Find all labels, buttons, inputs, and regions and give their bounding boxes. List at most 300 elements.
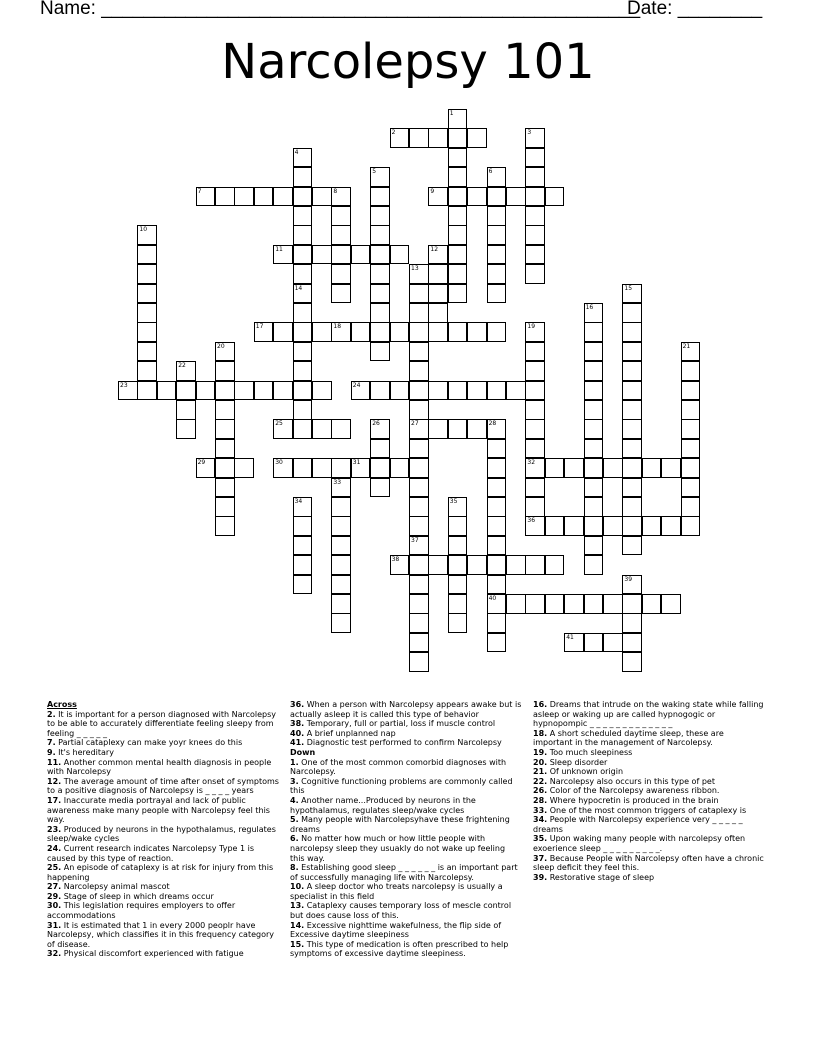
clue-text: People with Narcolepsy experience very _ _ _ _ _ dreams [533, 815, 743, 834]
grid-cell[interactable] [293, 361, 313, 381]
grid-cell[interactable] [448, 536, 468, 556]
grid-cell[interactable] [390, 458, 410, 478]
grid-cell[interactable] [409, 400, 429, 420]
grid-cell[interactable] [448, 516, 468, 536]
grid-cell[interactable] [331, 419, 351, 439]
grid-cell[interactable] [409, 555, 429, 575]
grid-cell[interactable] [448, 284, 468, 304]
grid-number: 20 [217, 342, 225, 350]
grid-cell[interactable] [390, 245, 410, 265]
grid-cell[interactable] [622, 303, 642, 323]
grid-cell[interactable] [428, 419, 448, 439]
grid-cell[interactable] [487, 633, 507, 653]
grid-cell[interactable] [681, 419, 701, 439]
grid-cell[interactable] [370, 187, 390, 207]
clue-item [290, 863, 522, 882]
grid-number: 13 [411, 265, 419, 273]
grid-cell[interactable] [293, 167, 313, 187]
grid-cell[interactable] [487, 264, 507, 284]
grid-cell[interactable] [584, 458, 604, 478]
grid-cell[interactable] [564, 516, 584, 536]
grid-cell[interactable] [661, 516, 681, 536]
grid-cell[interactable] [448, 381, 468, 401]
grid-cell[interactable] [293, 322, 313, 342]
grid-cell[interactable] [293, 536, 313, 556]
grid-cell[interactable] [487, 206, 507, 226]
clue-text: Excessive nighttime wakefulness, the flip side of Excessive daytime sleepiness [290, 920, 502, 940]
grid-cell[interactable] [681, 458, 701, 478]
grid-cell[interactable] [331, 536, 351, 556]
clue-number: 8. [290, 863, 299, 873]
grid-cell[interactable] [622, 652, 642, 672]
grid-cell[interactable] [487, 458, 507, 478]
grid-cell[interactable] [487, 478, 507, 498]
grid-cell[interactable] [428, 381, 448, 401]
clue-text: Physical discomfort experienced with fatigue [61, 949, 244, 959]
grid-number: 5 [372, 168, 377, 176]
grid-cell[interactable] [622, 633, 642, 653]
grid-number: 6 [488, 168, 493, 176]
clue-column-1 [47, 700, 279, 959]
grid-cell[interactable] [390, 381, 410, 401]
grid-cell[interactable] [681, 400, 701, 420]
grid-number: 41 [566, 633, 574, 641]
grid-cell[interactable] [331, 594, 351, 614]
grid-cell[interactable] [331, 497, 351, 517]
grid-cell[interactable] [137, 245, 157, 265]
grid-cell[interactable] [448, 419, 468, 439]
grid-cell[interactable] [622, 381, 642, 401]
clue-number: 11. [47, 757, 62, 767]
grid-cell[interactable] [622, 342, 642, 362]
clue-item [533, 796, 765, 806]
grid-cell[interactable] [293, 381, 313, 401]
grid-cell[interactable] [312, 458, 332, 478]
clue-item [290, 882, 522, 901]
grid-cell[interactable] [487, 555, 507, 575]
clue-text: Stage of sleep in which dreams occur [61, 891, 214, 901]
grid-cell[interactable] [428, 128, 448, 148]
grid-cell[interactable] [293, 400, 313, 420]
grid-cell[interactable] [409, 516, 429, 536]
grid-cell[interactable] [331, 516, 351, 536]
grid-cell[interactable] [293, 458, 313, 478]
clue-text: Partial cataplexy can make yoyr knees do this [55, 738, 243, 748]
clue-item [290, 700, 522, 719]
grid-cell[interactable] [448, 245, 468, 265]
grid-cell[interactable] [487, 497, 507, 517]
grid-cell[interactable] [137, 342, 157, 362]
grid-cell[interactable] [525, 206, 545, 226]
clue-text: A short scheduled daytime sleep, these are important in the management of Narcolepsy. [533, 728, 724, 748]
grid-cell[interactable] [584, 342, 604, 362]
clue-item [290, 758, 522, 777]
grid-cell[interactable] [273, 381, 293, 401]
grid-cell[interactable] [622, 419, 642, 439]
grid-cell[interactable] [525, 148, 545, 168]
clue-text: Another name...Produced by neurons in the hypothalamus, regulates sleep/wake cycles [290, 795, 476, 815]
grid-cell[interactable] [584, 633, 604, 653]
grid-cell[interactable] [137, 264, 157, 284]
grid-cell[interactable] [428, 322, 448, 342]
grid-cell[interactable] [584, 322, 604, 342]
grid-cell[interactable] [370, 439, 390, 459]
clue-text: Produced by neurons in the hypothalamus, regulates sleep/wake cycles [47, 824, 276, 844]
grid-cell[interactable] [293, 555, 313, 575]
grid-cell[interactable] [584, 478, 604, 498]
clue-text: Of unknown origin [547, 767, 624, 777]
grid-cell[interactable] [622, 536, 642, 556]
grid-cell[interactable] [642, 516, 662, 536]
grid-cell[interactable] [584, 497, 604, 517]
clue-item [533, 767, 765, 777]
grid-cell[interactable] [681, 497, 701, 517]
grid-cell[interactable] [312, 381, 332, 401]
grid-cell[interactable] [370, 206, 390, 226]
grid-cell[interactable] [681, 361, 701, 381]
grid-cell[interactable] [467, 419, 487, 439]
grid-cell[interactable] [370, 342, 390, 362]
grid-cell[interactable] [584, 439, 604, 459]
grid-cell[interactable] [215, 439, 235, 459]
grid-cell[interactable] [331, 206, 351, 226]
grid-cell[interactable] [506, 555, 526, 575]
grid-cell[interactable] [448, 264, 468, 284]
grid-cell[interactable] [681, 478, 701, 498]
grid-cell[interactable] [409, 497, 429, 517]
grid-number: 30 [275, 459, 283, 467]
grid-cell[interactable] [545, 594, 565, 614]
grid-cell[interactable] [448, 555, 468, 575]
grid-cell[interactable] [584, 400, 604, 420]
grid-cell[interactable] [312, 187, 332, 207]
grid-cell[interactable] [525, 555, 545, 575]
clue-item [290, 921, 522, 940]
grid-cell[interactable] [487, 381, 507, 401]
grid-cell[interactable] [642, 594, 662, 614]
grid-cell[interactable] [487, 322, 507, 342]
grid-cell[interactable] [448, 322, 468, 342]
grid-cell[interactable] [661, 458, 681, 478]
grid-cell[interactable] [215, 497, 235, 517]
grid-number: 18 [333, 323, 342, 331]
grid-cell[interactable] [487, 284, 507, 304]
grid-number: 33 [333, 478, 342, 486]
grid-cell[interactable] [622, 458, 642, 478]
across-heading: Across [47, 700, 77, 709]
grid-cell[interactable] [370, 245, 390, 265]
grid-cell[interactable] [137, 322, 157, 342]
grid-cell[interactable] [254, 381, 274, 401]
grid-number: 2 [391, 129, 396, 137]
grid-cell[interactable] [448, 206, 468, 226]
grid-cell[interactable] [312, 322, 332, 342]
grid-cell[interactable] [506, 187, 526, 207]
grid-cell[interactable] [409, 303, 429, 323]
grid-cell[interactable] [370, 284, 390, 304]
grid-cell[interactable] [622, 613, 642, 633]
grid-cell[interactable] [409, 381, 429, 401]
grid-cell[interactable] [331, 245, 351, 265]
grid-cell[interactable] [293, 575, 313, 595]
clue-number: 37. [533, 853, 548, 863]
grid-cell[interactable] [448, 187, 468, 207]
grid-cell[interactable] [234, 381, 254, 401]
grid-cell[interactable] [467, 381, 487, 401]
grid-cell[interactable] [525, 167, 545, 187]
grid-cell[interactable] [448, 148, 468, 168]
grid-cell[interactable] [603, 458, 623, 478]
grid-cell[interactable] [622, 478, 642, 498]
grid-cell[interactable] [525, 361, 545, 381]
grid-cell[interactable] [215, 478, 235, 498]
grid-cell[interactable] [584, 536, 604, 556]
grid-cell[interactable] [564, 458, 584, 478]
grid-cell[interactable] [351, 322, 371, 342]
grid-cell[interactable] [312, 419, 332, 439]
grid-cell[interactable] [487, 536, 507, 556]
grid-cell[interactable] [215, 400, 235, 420]
grid-cell[interactable] [137, 303, 157, 323]
grid-cell[interactable] [409, 458, 429, 478]
grid-cell[interactable] [196, 381, 216, 401]
grid-cell[interactable] [293, 225, 313, 245]
grid-cell[interactable] [331, 555, 351, 575]
clue-number: 39. [533, 872, 548, 882]
clue-item [290, 796, 522, 815]
grid-cell[interactable] [331, 613, 351, 633]
clue-text: Establishing good sleep _ _ _ _ _ _ is an important part of successfully managing life with Narcolepsy. [290, 863, 518, 882]
grid-cell[interactable] [584, 381, 604, 401]
grid-cell[interactable] [273, 322, 293, 342]
clue-number: 3. [290, 776, 299, 786]
grid-cell[interactable] [487, 225, 507, 245]
grid-cell[interactable] [409, 478, 429, 498]
clue-number: 18. [533, 728, 548, 738]
grid-cell[interactable] [409, 575, 429, 595]
grid-cell[interactable] [487, 516, 507, 536]
grid-cell[interactable] [487, 613, 507, 633]
grid-number: 32 [527, 459, 536, 467]
grid-cell[interactable] [622, 594, 642, 614]
grid-number: 29 [197, 459, 206, 467]
grid-cell[interactable] [370, 303, 390, 323]
grid-cell[interactable] [215, 381, 235, 401]
grid-cell[interactable] [603, 633, 623, 653]
grid-cell[interactable] [448, 225, 468, 245]
grid-cell[interactable] [545, 516, 565, 536]
grid-cell[interactable] [409, 322, 429, 342]
grid-cell[interactable] [176, 400, 196, 420]
clue-number: 10. [290, 882, 305, 892]
clue-text: A brief unplanned nap [304, 728, 396, 738]
grid-cell[interactable] [448, 167, 468, 187]
grid-cell[interactable] [525, 342, 545, 362]
grid-cell[interactable] [370, 264, 390, 284]
grid-cell[interactable] [525, 381, 545, 401]
grid-cell[interactable] [351, 245, 371, 265]
grid-cell[interactable] [215, 516, 235, 536]
grid-cell[interactable] [293, 419, 313, 439]
clue-number: 13. [290, 901, 305, 911]
grid-cell[interactable] [487, 245, 507, 265]
clue-text: Narcolepsy also occurs in this type of pet [547, 776, 715, 786]
grid-cell[interactable] [390, 322, 410, 342]
grid-cell[interactable] [409, 594, 429, 614]
grid-cell[interactable] [525, 400, 545, 420]
grid-cell[interactable] [293, 187, 313, 207]
grid-cell[interactable] [525, 225, 545, 245]
clue-number: 33. [533, 805, 548, 815]
grid-cell[interactable] [681, 439, 701, 459]
grid-cell[interactable] [254, 187, 274, 207]
grid-cell[interactable] [428, 555, 448, 575]
clue-number: 28. [533, 795, 548, 805]
grid-cell[interactable] [622, 497, 642, 517]
clue-number: 26. [533, 786, 548, 796]
grid-cell[interactable] [467, 128, 487, 148]
grid-cell[interactable] [622, 361, 642, 381]
grid-cell[interactable] [428, 284, 448, 304]
grid-cell[interactable] [370, 225, 390, 245]
grid-cell[interactable] [137, 284, 157, 304]
grid-cell[interactable] [448, 575, 468, 595]
grid-cell[interactable] [584, 555, 604, 575]
grid-cell[interactable] [525, 594, 545, 614]
grid-cell[interactable] [273, 187, 293, 207]
grid-cell[interactable] [370, 478, 390, 498]
grid-cell[interactable] [157, 381, 177, 401]
grid-cell[interactable] [234, 187, 254, 207]
grid-cell[interactable] [681, 516, 701, 536]
grid-cell[interactable] [215, 187, 235, 207]
grid-cell[interactable] [467, 555, 487, 575]
grid-cell[interactable] [331, 575, 351, 595]
grid-cell[interactable] [525, 187, 545, 207]
grid-cell[interactable] [409, 361, 429, 381]
clue-text: Current research indicates Narcolepsy Type 1 is caused by this type of reaction. [47, 843, 255, 863]
grid-cell[interactable] [525, 497, 545, 517]
grid-cell[interactable] [234, 458, 254, 478]
grid-cell[interactable] [137, 381, 157, 401]
grid-cell[interactable] [370, 322, 390, 342]
clue-item [47, 863, 279, 882]
grid-cell[interactable] [622, 322, 642, 342]
clue-number: 12. [47, 776, 62, 786]
grid-cell[interactable] [487, 439, 507, 459]
grid-cell[interactable] [370, 458, 390, 478]
grid-cell[interactable] [681, 381, 701, 401]
grid-cell[interactable] [331, 225, 351, 245]
grid-cell[interactable] [215, 361, 235, 381]
clue-item [47, 882, 279, 892]
header [0, 0, 816, 24]
grid-cell[interactable] [409, 633, 429, 653]
clue-number: 25. [47, 863, 62, 873]
grid-cell[interactable] [584, 594, 604, 614]
grid-cell[interactable] [467, 322, 487, 342]
clue-text: Too much sleepiness [547, 747, 633, 757]
grid-cell[interactable] [428, 303, 448, 323]
grid-cell[interactable] [448, 613, 468, 633]
grid-cell[interactable] [409, 342, 429, 362]
grid-cell[interactable] [622, 400, 642, 420]
grid-cell[interactable] [525, 245, 545, 265]
clue-item [47, 892, 279, 902]
clue-item [533, 748, 765, 758]
grid-cell[interactable] [564, 594, 584, 614]
grid-cell[interactable] [176, 381, 196, 401]
grid-cell[interactable] [584, 361, 604, 381]
clue-column-2 [290, 700, 522, 959]
grid-cell[interactable] [215, 419, 235, 439]
grid-cell[interactable] [603, 594, 623, 614]
grid-cell[interactable] [545, 458, 565, 478]
grid-cell[interactable] [525, 264, 545, 284]
grid-cell[interactable] [331, 284, 351, 304]
grid-cell[interactable] [215, 458, 235, 478]
grid-cell[interactable] [293, 516, 313, 536]
grid-cell[interactable] [448, 128, 468, 148]
grid-cell[interactable] [293, 206, 313, 226]
grid-cell[interactable] [467, 187, 487, 207]
grid-cell[interactable] [409, 439, 429, 459]
grid-cell[interactable] [176, 419, 196, 439]
grid-cell[interactable] [525, 439, 545, 459]
grid-cell[interactable] [622, 516, 642, 536]
grid-cell[interactable] [370, 381, 390, 401]
grid-cell[interactable] [525, 478, 545, 498]
grid-cell[interactable] [584, 419, 604, 439]
grid-cell[interactable] [409, 652, 429, 672]
grid-cell[interactable] [331, 458, 351, 478]
date-field[interactable]: Date: ________ [627, 0, 763, 19]
grid-cell[interactable] [428, 264, 448, 284]
grid-cell[interactable] [545, 187, 565, 207]
grid-cell[interactable] [331, 264, 351, 284]
grid-cell[interactable] [293, 245, 313, 265]
grid-cell[interactable] [312, 245, 332, 265]
grid-cell[interactable] [409, 284, 429, 304]
grid-cell[interactable] [487, 187, 507, 207]
clue-item [47, 758, 279, 777]
clue-item [533, 729, 765, 748]
clue-item [47, 921, 279, 950]
grid-cell[interactable] [448, 594, 468, 614]
clue-item [47, 844, 279, 863]
grid-cell[interactable] [525, 419, 545, 439]
grid-cell[interactable] [409, 613, 429, 633]
grid-cell[interactable] [603, 516, 623, 536]
grid-cell[interactable] [137, 361, 157, 381]
name-field[interactable]: Name: ___________________________________________________ [40, 0, 641, 19]
grid-cell[interactable] [622, 439, 642, 459]
grid-cell[interactable] [642, 458, 662, 478]
grid-cell[interactable] [293, 342, 313, 362]
grid-cell[interactable] [545, 555, 565, 575]
grid-cell[interactable] [661, 594, 681, 614]
clue-number: 40. [290, 728, 305, 738]
grid-cell[interactable] [487, 575, 507, 595]
grid-number: 26 [372, 420, 380, 428]
grid-cell[interactable] [409, 128, 429, 148]
grid-cell[interactable] [293, 264, 313, 284]
grid-cell[interactable] [506, 381, 526, 401]
grid-cell[interactable] [506, 594, 526, 614]
grid-cell[interactable] [584, 516, 604, 536]
grid-number: 16 [585, 304, 594, 311]
grid-cell[interactable] [293, 303, 313, 323]
